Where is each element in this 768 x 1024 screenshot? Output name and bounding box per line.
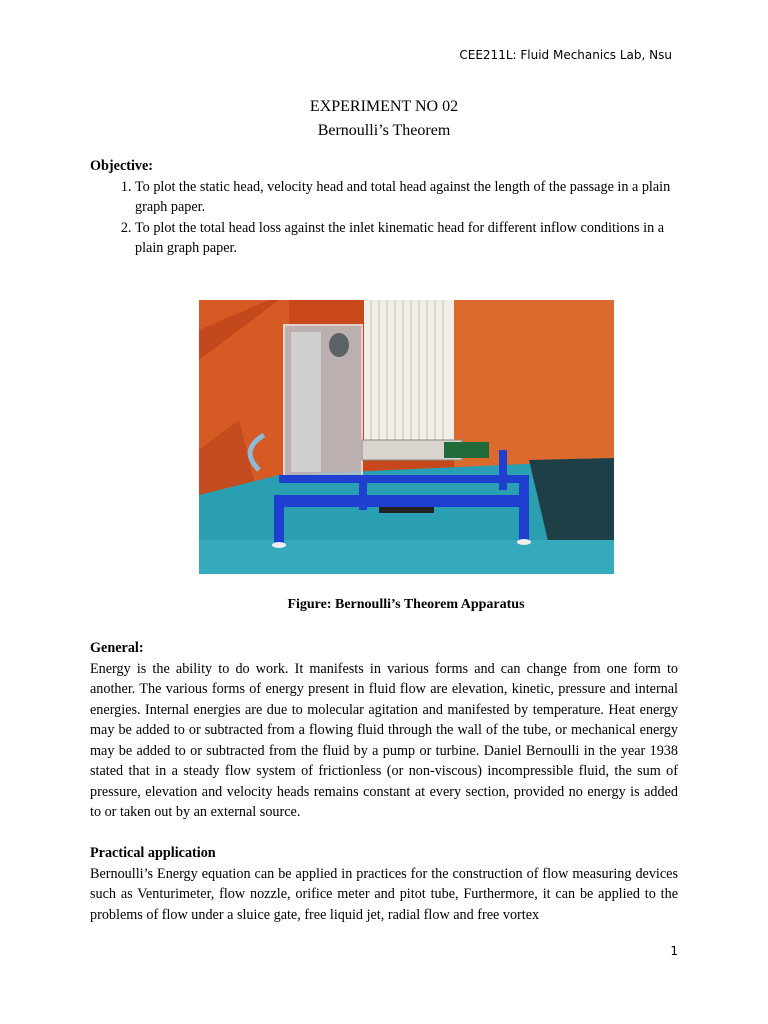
- objective-heading: Objective:: [90, 158, 154, 174]
- title-line-1: EXPERIMENT NO 02: [309, 98, 459, 115]
- general-body: Energy is the ability to do work. It manifests in various forms and can change from one form to another. The various forms of energy present in fluid flow are elevation, kinetic, pressure and internal energies. Internal energies are due to molecular agitation and manifested by temperature. Heat energy may be added to or subtracted from a flowing fluid through the wall of the tube, or mechanical energy may be added to or subtracted from the fluid by a pump or turbine. Daniel Bernoulli in the year 1938 stated that in a steady flow system of frictionless (or non-viscous) incompressible fluid, the sum of pressure, elevation and velocity heads remains constant at every section, provided no energy is added to or taken out by an external source.: [90, 660, 678, 820]
- figure-caption: Figure: Bernoulli’s Theorem Apparatus: [287, 597, 525, 612]
- objective-section: [90, 156, 678, 259]
- general-section: [90, 638, 678, 823]
- apparatus-photo: [199, 300, 614, 574]
- practical-heading: Practical application: [90, 845, 216, 861]
- running-header: CEE211L: Fluid Mechanics Lab, Nsu: [459, 48, 672, 62]
- page-number: 1: [670, 944, 678, 958]
- practical-section: [90, 843, 678, 925]
- objective-item-2: 2. To plot the total head loss against the inlet kinematic head for different inflow conditions in a plain graph paper.: [135, 218, 678, 259]
- general-heading: General:: [90, 640, 144, 656]
- objective-list: [90, 177, 678, 259]
- document-title: [0, 95, 768, 143]
- practical-body: Bernoulli’s Energy equation can be applied in practices for the construction of flow measuring devices such as Venturimeter, flow nozzle, orifice meter and pitot tube, Furthermore, it can be applied to the problems of flow under a sluice gate, free liquid jet, radial flow and free vortex: [90, 865, 678, 923]
- objective-item-1: 1. To plot the static head, velocity head and total head against the length of the passage in a plain graph paper.: [135, 177, 678, 218]
- title-line-2: Bernoulli’s Theorem: [317, 122, 451, 139]
